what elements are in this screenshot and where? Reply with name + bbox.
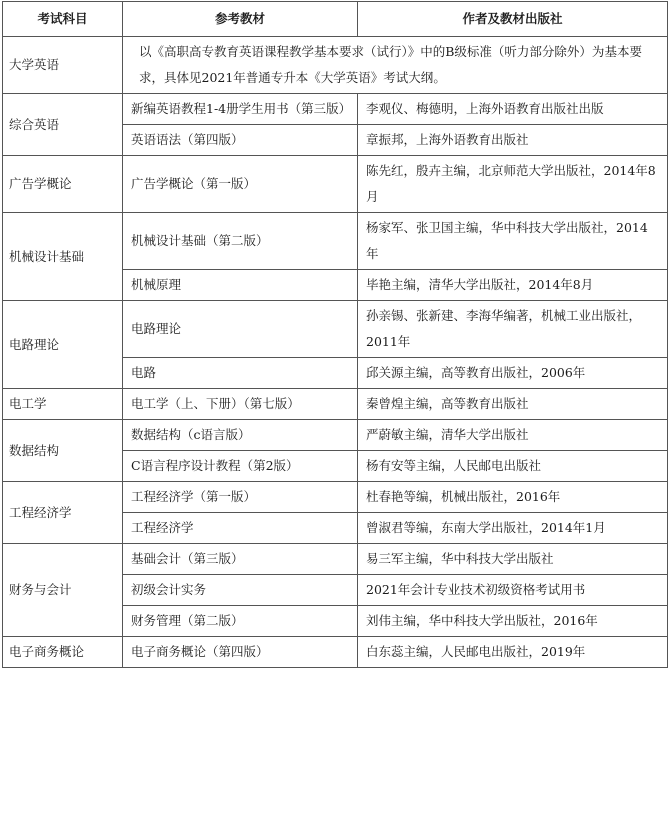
subject-cell: 数据结构 [3,420,123,482]
publisher-cell: 严蔚敏主编，清华大学出版社 [358,420,668,451]
textbook-cell: 初级会计实务 [123,575,358,606]
publisher-cell: 杜春艳等编，机械出版社，2016年 [358,482,668,513]
table-row [3,637,668,668]
textbook-cell: 电工学（上、下册）（第七版） [123,389,358,420]
publisher-cell: 杨家军、张卫国主编，华中科技大学出版社，2014年 [358,213,668,270]
publisher-cell: 邱关源主编，高等教育出版社，2006年 [358,358,668,389]
publisher-cell: 2021年会计专业技术初级资格考试用书 [358,575,668,606]
publisher-cell: 易三军主编，华中科技大学出版社 [358,544,668,575]
table-row [3,156,668,213]
subject-cell: 电路理论 [3,301,123,389]
subject-cell: 大学英语 [3,37,123,94]
textbook-cell: 财务管理（第二版） [123,606,358,637]
header-textbook: 参考教材 [123,2,358,37]
textbook-cell: 工程经济学 [123,513,358,544]
textbook-cell: 机械设计基础（第二版） [123,213,358,270]
table-row [3,420,668,451]
subject-cell: 电工学 [3,389,123,420]
textbook-table [2,1,668,668]
textbook-cell: 机械原理 [123,270,358,301]
subject-cell: 电子商务概论 [3,637,123,668]
publisher-cell: 章振邦，上海外语教育出版社 [358,125,668,156]
textbook-cell: 数据结构（c语言版） [123,420,358,451]
publisher-cell: 曾淑君等编，东南大学出版社，2014年1月 [358,513,668,544]
subject-cell: 机械设计基础 [3,213,123,301]
table-row [3,482,668,513]
table-row [3,37,668,94]
textbook-cell: 工程经济学（第一版） [123,482,358,513]
textbook-cell: 电路理论 [123,301,358,358]
textbook-cell: 英语语法（第四版） [123,125,358,156]
publisher-cell: 陈先红，殷卉主编，北京师范大学出版社，2014年8月 [358,156,668,213]
textbook-cell: 新编英语教程1-4册学生用书（第三版） [123,94,358,125]
textbook-cell: 电路 [123,358,358,389]
subject-cell: 广告学概论 [3,156,123,213]
publisher-cell: 李观仪、梅德明，上海外语教育出版社出版 [358,94,668,125]
header-publisher: 作者及教材出版社 [358,2,668,37]
subject-cell: 综合英语 [3,94,123,156]
table-row [3,301,668,358]
table-row [3,94,668,125]
table-row [3,544,668,575]
subject-cell: 财务与会计 [3,544,123,637]
header-row [3,2,668,37]
textbook-cell: 广告学概论（第一版） [123,156,358,213]
table-row [3,213,668,270]
publisher-cell: 秦曾煌主编，高等教育出版社 [358,389,668,420]
publisher-cell: 刘伟主编，华中科技大学出版社，2016年 [358,606,668,637]
textbook-cell: 电子商务概论（第四版） [123,637,358,668]
publisher-cell: 白东蕊主编，人民邮电出版社，2019年 [358,637,668,668]
textbook-cell: 基础会计（第三版） [123,544,358,575]
textbook-cell: C语言程序设计教程（第2版） [123,451,358,482]
table-row [3,389,668,420]
requirement-note: 以《高职高专教育英语课程教学基本要求（试行）》中的B级标准（听力部分除外）为基本要求，具体见2021年普通专升本《大学英语》考试大纲。 [123,37,668,94]
publisher-cell: 毕艳主编，清华大学出版社，2014年8月 [358,270,668,301]
publisher-cell: 杨有安等主编，人民邮电出版社 [358,451,668,482]
subject-cell: 工程经济学 [3,482,123,544]
header-subject: 考试科目 [3,2,123,37]
publisher-cell: 孙亲锡、张新建、李海华编著，机械工业出版社，2011年 [358,301,668,358]
